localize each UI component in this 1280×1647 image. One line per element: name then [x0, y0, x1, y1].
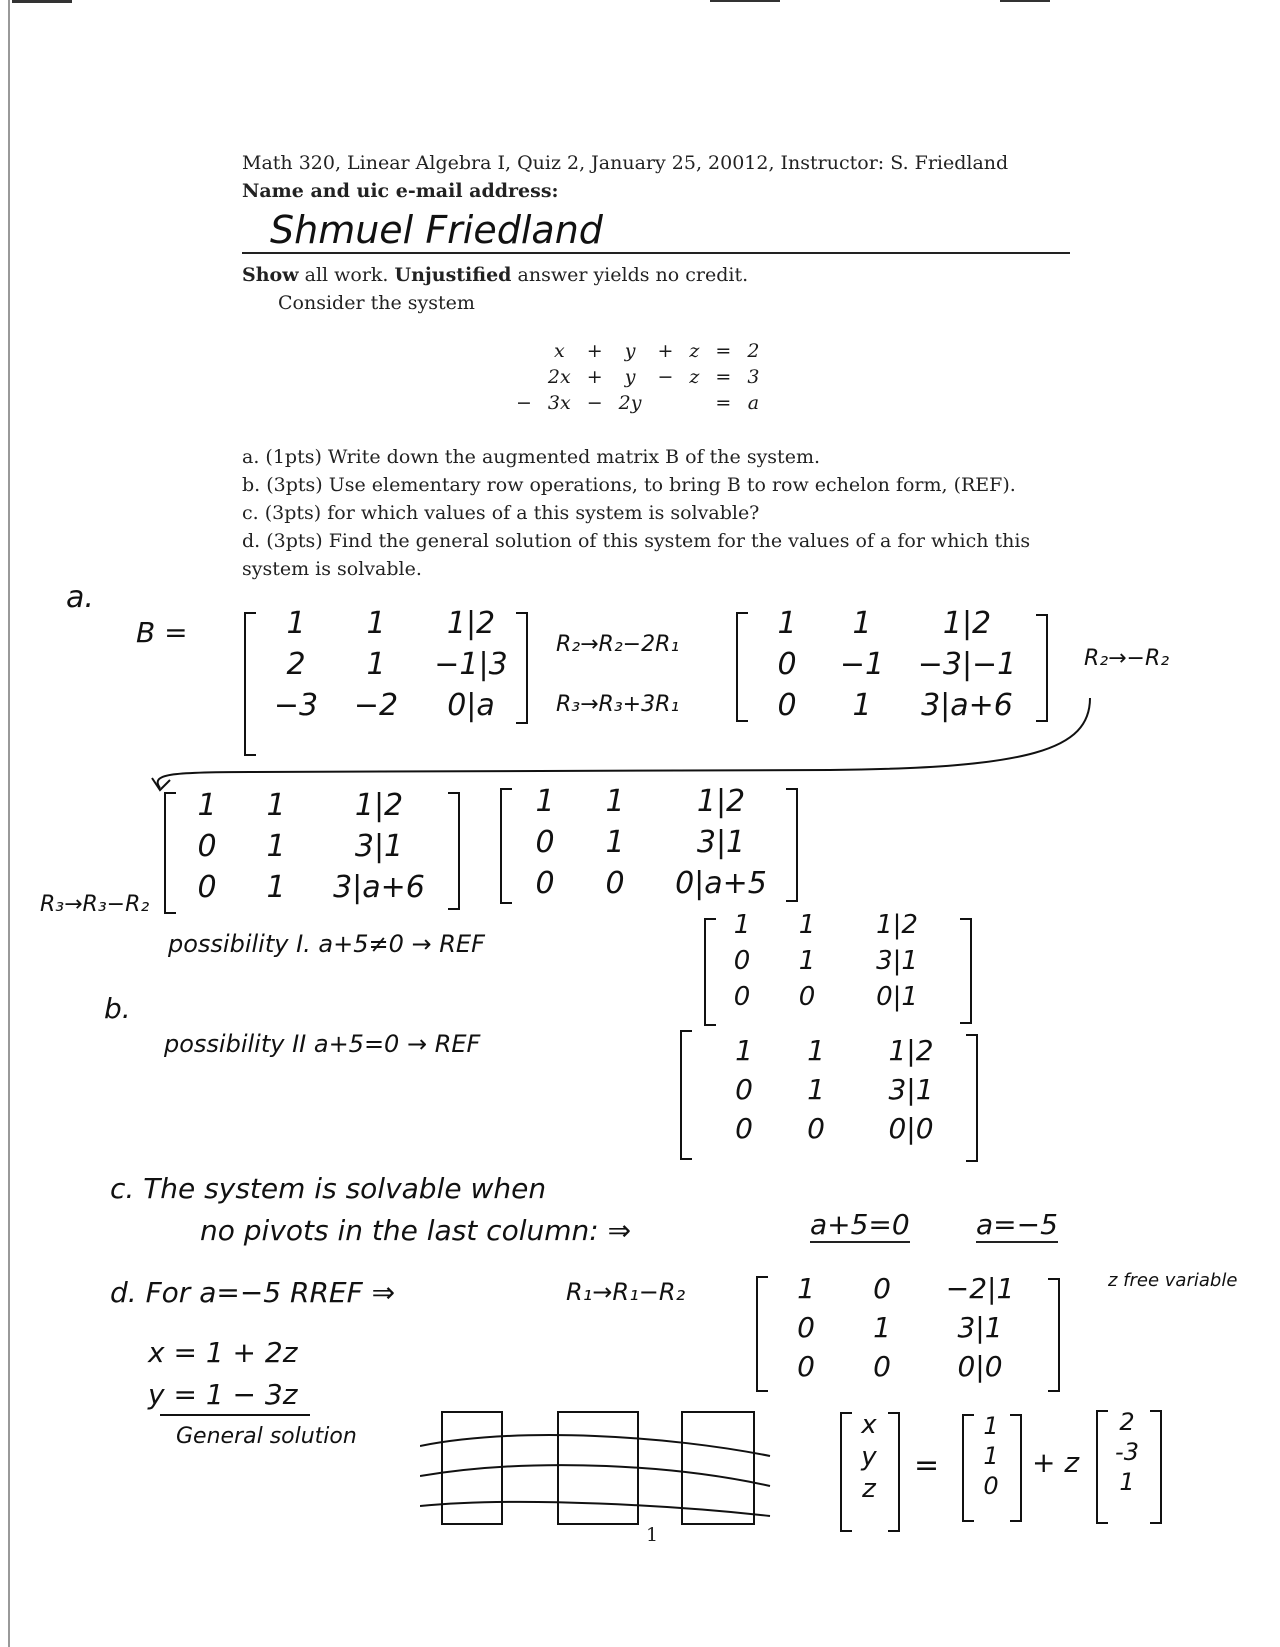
matrix-entry: 3|1 — [876, 946, 918, 976]
c-answer-1: a+5=0 — [810, 1208, 910, 1241]
matrix-entry: 0|a+5 — [675, 866, 767, 901]
d-line: d. For a=−5 RREF ⇒ — [110, 1276, 396, 1309]
equation-system — [508, 338, 767, 416]
possibility-1: possibility I. a+5≠0 → REF — [168, 930, 485, 958]
matrix-entry: 0|0 — [888, 1112, 934, 1145]
matrix-entry: 1 — [797, 1272, 815, 1305]
final-v1-bracket-left — [962, 1414, 974, 1522]
equation-row — [508, 364, 767, 390]
matrix-5 — [712, 910, 952, 1012]
final-equals: = — [914, 1448, 940, 1483]
equation-cell: 2y — [618, 392, 642, 414]
matrix-entry: z — [862, 1474, 876, 1504]
equation-cell: + — [586, 340, 603, 362]
equation-cell: y — [624, 340, 636, 362]
equation-cell: = — [715, 366, 732, 388]
divider-stroke — [160, 1414, 310, 1416]
row-op-2: R₃→R₃+3R₁ — [556, 692, 680, 717]
matrix-entry: 0 — [605, 866, 625, 901]
question-c: c. (3pts) for which values of a this system is solvable? — [242, 502, 760, 524]
name-label: Name and uic e-mail address: — [242, 180, 559, 202]
matrix-entry: -3 — [1115, 1438, 1139, 1466]
matrix-7 — [770, 1272, 1038, 1383]
row-op-3: R₂→−R₂ — [1084, 646, 1170, 671]
matrix-6 — [712, 1034, 966, 1145]
equation-cell: − — [516, 392, 532, 414]
free-variable-note: z free variable — [1108, 1270, 1238, 1291]
matrix-entry: 1 — [366, 647, 386, 682]
y-equation: y = 1 − 3z — [148, 1378, 298, 1411]
label-b: b. — [104, 992, 131, 1025]
c-line-2: no pivots in the last column: ⇒ — [200, 1214, 632, 1247]
show-label: Show — [242, 264, 299, 286]
matrix-6-bracket-left — [680, 1030, 692, 1160]
matrix-7-bracket-left — [756, 1276, 768, 1392]
matrix-entry: 0 — [535, 825, 555, 860]
unjustified-rest: answer yields no credit. — [511, 264, 749, 286]
equation-row — [508, 338, 767, 364]
matrix-entry: −1|3 — [434, 647, 508, 682]
matrix-entry: 0|1 — [876, 982, 918, 1012]
scan-mark-top-right — [1000, 0, 1050, 2]
equation-cell: − — [586, 392, 603, 414]
matrix-entry: 3|1 — [888, 1073, 934, 1106]
matrix-entry: 1 — [286, 606, 306, 641]
matrix-entry: 3|a+6 — [333, 870, 425, 905]
matrix-3-bracket-left — [164, 792, 176, 914]
row-op-4: R₃→R₃−R₂ — [40, 892, 150, 917]
matrix-entry: 1 — [266, 788, 286, 823]
matrix-entry: 1|2 — [696, 784, 746, 819]
c-line-1: c. The system is solvable when — [110, 1172, 547, 1205]
matrix-entry: 1|2 — [888, 1034, 934, 1067]
equation-cell: = — [715, 340, 732, 362]
matrix-entry: 3|1 — [957, 1311, 1003, 1344]
equation-cell: 2x — [547, 366, 571, 388]
matrix-entry: 1 — [983, 1442, 999, 1470]
matrix-entry: 1 — [873, 1311, 891, 1344]
equation-cell: z — [689, 340, 700, 362]
final-v2-bracket-left — [1096, 1410, 1108, 1524]
equation-cell: 2 — [747, 340, 760, 362]
equation-cell: y — [624, 366, 636, 388]
equation-cell: a — [747, 392, 760, 414]
final-vector-1 — [974, 1412, 1008, 1500]
matrix-3-bracket-right — [448, 792, 460, 910]
equation-cell — [649, 390, 681, 416]
matrix-entry: 1|2 — [354, 788, 404, 823]
crossed-out-work — [420, 1406, 780, 1536]
scan-mark-top-mid — [710, 0, 780, 2]
equation-cell: z — [689, 366, 700, 388]
question-d: d. (3pts) Find the general solution of this system for the values of a for which this — [242, 530, 1031, 552]
matrix-entry: 1 — [798, 946, 816, 976]
page-number: 1 — [646, 1524, 659, 1546]
final-lhs-bracket-right — [888, 1412, 900, 1532]
row-op-5: R₁→R₁−R₂ — [566, 1278, 686, 1306]
matrix-4-bracket-right — [786, 788, 798, 902]
matrix-entry: −3|−1 — [917, 647, 1017, 682]
matrix-entry: 0|a — [447, 688, 495, 723]
equation-cell — [681, 390, 707, 416]
final-plus-z: + z — [1032, 1446, 1080, 1479]
matrix-entry: 1 — [605, 784, 625, 819]
matrix-entry: y — [861, 1442, 877, 1472]
equation-row — [508, 390, 767, 416]
equation-cell: 3 — [747, 366, 760, 388]
instructions-line — [242, 264, 748, 286]
x-equation: x = 1 + 2z — [148, 1336, 298, 1369]
matrix-6-bracket-right — [966, 1034, 978, 1162]
equation-cell — [508, 338, 540, 364]
matrix-entry: 1 — [852, 688, 872, 723]
equation-cell — [508, 364, 540, 390]
matrix-entry: −2|1 — [945, 1272, 1015, 1305]
matrix-entry: 0 — [797, 1350, 815, 1383]
matrix-entry: 0 — [807, 1112, 825, 1145]
matrix-entry: 0 — [873, 1350, 891, 1383]
matrix-entry: 1 — [366, 606, 386, 641]
scan-mark-top-left — [12, 0, 72, 3]
matrix-entry: 1 — [852, 606, 872, 641]
matrix-4-bracket-left — [500, 788, 512, 904]
matrix-4 — [514, 784, 788, 901]
matrix-entry: −1 — [839, 647, 885, 682]
matrix-5-bracket-right — [960, 918, 972, 1024]
matrix-entry: x — [861, 1410, 877, 1440]
matrix-entry: 0 — [983, 1472, 999, 1500]
matrix-entry: 0 — [873, 1272, 891, 1305]
question-a: a. (1pts) Write down the augmented matrix B of the system. — [242, 446, 820, 468]
final-v2-bracket-right — [1150, 1410, 1162, 1524]
matrix-entry: 1 — [605, 825, 625, 860]
show-rest: all work. — [298, 264, 395, 286]
matrix-7-bracket-right — [1048, 1278, 1060, 1392]
matrix-entry: 1 — [777, 606, 797, 641]
matrix-entry: 0 — [733, 982, 751, 1012]
matrix-entry: 0|0 — [957, 1350, 1003, 1383]
possibility-2: possibility II a+5=0 → REF — [164, 1030, 481, 1058]
unjustified-label: Unjustified — [394, 264, 512, 286]
question-d-cont: system is solvable. — [242, 558, 422, 580]
matrix-entry: 0 — [735, 1073, 753, 1106]
matrix-entry: 0 — [197, 829, 217, 864]
matrix-entry: 1 — [798, 910, 816, 940]
matrix-entry: −2 — [353, 688, 399, 723]
matrix-entry: 1|2 — [446, 606, 496, 641]
equation-cell: − — [657, 366, 674, 388]
matrix-entry: 3|1 — [696, 825, 746, 860]
matrix-entry: 1 — [807, 1073, 825, 1106]
final-vector-2 — [1108, 1408, 1146, 1496]
label-a: a. — [66, 580, 94, 615]
equation-cell: + — [586, 366, 603, 388]
matrix-entry: 3|1 — [354, 829, 404, 864]
matrix-entry: 1 — [807, 1034, 825, 1067]
matrix-entry: 1 — [735, 1034, 753, 1067]
matrix-entry: 0 — [197, 870, 217, 905]
matrix-entry: 2 — [1119, 1408, 1135, 1436]
matrix-entry: 3|a+6 — [921, 688, 1013, 723]
matrix-entry: 1 — [983, 1412, 999, 1440]
scan-edge-left — [8, 0, 10, 1647]
matrix-entry: 1|2 — [942, 606, 992, 641]
b-equals: B = — [136, 616, 188, 649]
final-lhs-bracket-left — [840, 1412, 852, 1532]
equation-cell: = — [715, 392, 732, 414]
quiz-header: Math 320, Linear Algebra I, Quiz 2, January 25, 20012, Instructor: S. Friedland — [242, 152, 1009, 174]
row-op-1: R₂→R₂−2R₁ — [556, 632, 680, 657]
matrix-entry: 0 — [733, 946, 751, 976]
matrix-entry: 0 — [777, 647, 797, 682]
equation-cell: x — [553, 340, 565, 362]
matrix-entry: −3 — [273, 688, 319, 723]
matrix-entry: 1 — [1119, 1468, 1135, 1496]
final-v1-bracket-right — [1010, 1414, 1022, 1522]
matrix-entry: 1 — [535, 784, 555, 819]
matrix-entry: 0 — [777, 688, 797, 723]
matrix-entry: 1|2 — [876, 910, 918, 940]
matrix-entry: 0 — [535, 866, 555, 901]
equation-cell: + — [657, 340, 674, 362]
matrix-entry: 1 — [733, 910, 751, 940]
equation-cell: 3x — [547, 392, 571, 414]
matrix-3 — [176, 788, 444, 905]
c-answer-2: a=−5 — [976, 1208, 1058, 1241]
student-name: Shmuel Friedland — [242, 208, 1070, 254]
matrix-entry: 1 — [266, 870, 286, 905]
matrix-entry: 2 — [286, 647, 306, 682]
matrix-entry: 0 — [735, 1112, 753, 1145]
final-lhs-vector — [852, 1410, 886, 1504]
matrix-entry: 0 — [798, 982, 816, 1012]
matrix-entry: 1 — [266, 829, 286, 864]
matrix-entry: 1 — [197, 788, 217, 823]
matrix-entry: 0 — [797, 1311, 815, 1344]
general-solution-label: General solution — [176, 1424, 357, 1449]
question-b: b. (3pts) Use elementary row operations, to bring B to row echelon form, (REF). — [242, 474, 1016, 496]
consider-text: Consider the system — [278, 292, 475, 314]
